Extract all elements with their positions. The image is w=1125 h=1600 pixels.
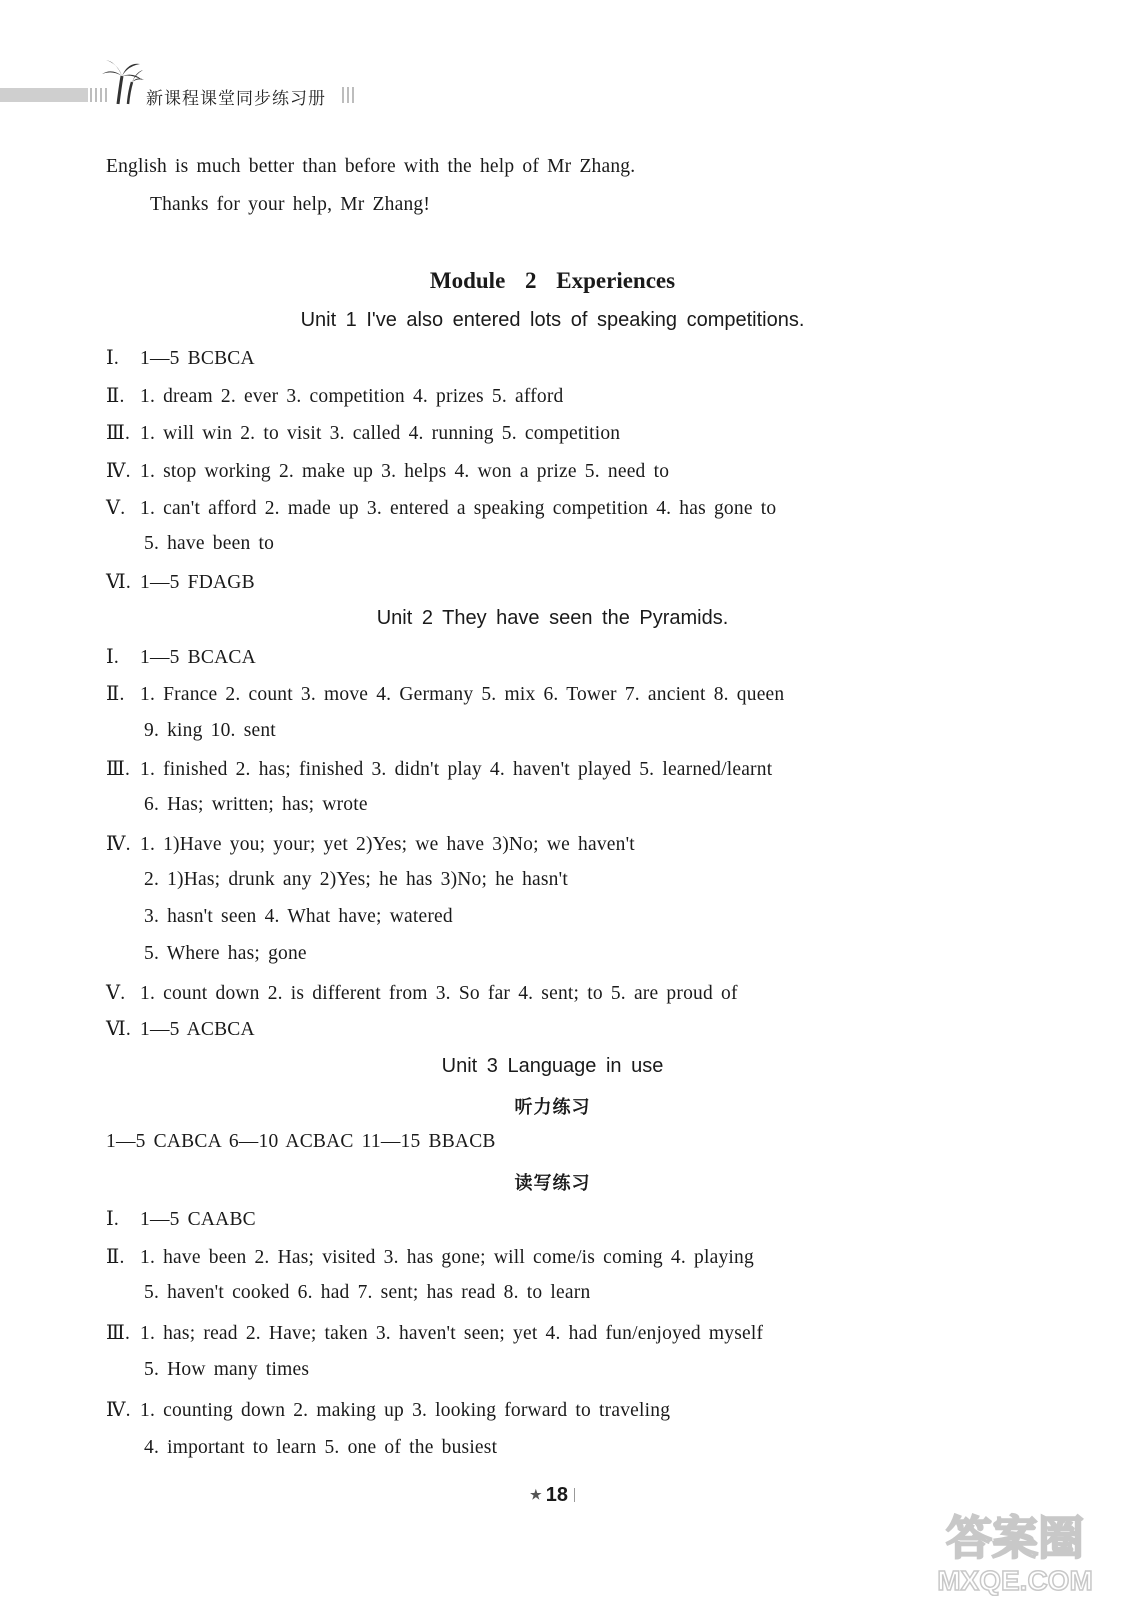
- page-number: 18: [545, 1484, 568, 1506]
- unit2-title: Unit 2 They have seen the Pyramids.: [376, 607, 729, 629]
- answer-line: [144, 906, 453, 928]
- roman-numeral: Ⅳ.: [106, 461, 131, 482]
- answer-text: 1—5 FDAGB: [140, 572, 255, 593]
- palm-tree-icon: [96, 58, 146, 108]
- roman-numeral: Ⅰ.: [106, 348, 119, 369]
- answer-line: [106, 384, 563, 408]
- answer-text: 5. have been to: [144, 533, 275, 554]
- answer-text: 1. has; read 2. Have; taken 3. haven't seen; yet 4. had fun/enjoyed myself: [140, 1323, 764, 1344]
- watermark-top-text: 答案圈: [946, 1511, 1084, 1565]
- roman-numeral: Ⅱ.: [106, 1247, 125, 1268]
- intro-line-2: Thanks for your help, Mr Zhang!: [150, 194, 431, 215]
- answer-text: 6. Has; written; has; wrote: [144, 794, 368, 815]
- answer-line: [106, 1207, 256, 1231]
- answer-text: 1. have been 2. Has; visited 3. has gone; will come/is coming 4. playing: [140, 1247, 754, 1268]
- header-end-bars: [342, 87, 354, 103]
- roman-numeral: Ⅱ.: [106, 684, 125, 705]
- answer-line: [106, 346, 255, 370]
- answer-line: [106, 832, 635, 856]
- roman-numeral: Ⅰ.: [106, 647, 119, 668]
- answer-text: 5. haven't cooked 6. had 7. sent; has read 8. to learn: [144, 1282, 591, 1303]
- answer-line: [144, 794, 368, 816]
- roman-numeral: Ⅲ.: [106, 423, 131, 444]
- reading-writing-heading: 读写练习: [514, 1173, 591, 1194]
- answer-text: 1. count down 2. is different from 3. So far 4. sent; to 5. are proud of: [140, 983, 738, 1004]
- listening-heading: 听力练习: [514, 1097, 591, 1118]
- answer-line: [144, 533, 274, 555]
- answer-text: 1. will win 2. to visit 3. called 4. running 5. competition: [140, 423, 621, 444]
- answer-text: 1. finished 2. has; finished 3. didn't play 4. haven't played 5. learned/learnt: [140, 759, 773, 780]
- answer-text: 1. counting down 2. making up 3. looking forward to traveling: [140, 1400, 671, 1421]
- roman-numeral: Ⅲ.: [106, 759, 131, 780]
- answer-text: 5. Where has; gone: [144, 943, 307, 964]
- roman-numeral: Ⅰ.: [106, 1209, 119, 1230]
- answer-line: [144, 720, 276, 742]
- answer-line: [106, 757, 772, 781]
- watermark-bottom-text: MXQE.COM: [937, 1565, 1093, 1596]
- answer-text: 5. How many times: [144, 1359, 310, 1380]
- answer-text: 1. France 2. count 3. move 4. Germany 5. mix 6. Tower 7. ancient 8. queen: [140, 684, 785, 705]
- answer-line: [106, 496, 776, 520]
- answer-line: [106, 570, 255, 594]
- roman-numeral: Ⅱ.: [106, 386, 125, 407]
- roman-numeral: Ⅳ.: [106, 1400, 131, 1421]
- answer-text: 3. hasn't seen 4. What have; watered: [144, 906, 453, 927]
- answer-line: [106, 1017, 255, 1041]
- answer-line: [106, 1321, 763, 1345]
- answer-text: 2. 1)Has; drunk any 2)Yes; he has 3)No; he hasn't: [144, 869, 568, 890]
- answer-line: [106, 682, 784, 706]
- answer-line: [106, 1245, 754, 1269]
- intro-line-1: English is much better than before with the help of Mr Zhang.: [106, 156, 636, 177]
- header-gray-bar: [0, 88, 88, 102]
- listening-answers: 1—5 CABCA 6—10 ACBAC 11—15 BBACB: [106, 1131, 496, 1152]
- module-title: Module 2 Experiences: [429, 268, 676, 293]
- answer-text: 9. king 10. sent: [144, 720, 276, 741]
- answer-text: 1—5 ACBCA: [140, 1019, 255, 1040]
- roman-numeral: Ⅴ.: [106, 498, 126, 519]
- roman-numeral: Ⅵ.: [106, 1019, 131, 1040]
- answer-line: [144, 1437, 497, 1459]
- watermark-logo: [920, 1498, 1110, 1596]
- answer-text: 1. can't afford 2. made up 3. entered a speaking competition 4. has gone to: [140, 498, 777, 519]
- roman-numeral: Ⅲ.: [106, 1323, 131, 1344]
- answer-text: 4. important to learn 5. one of the busiest: [144, 1437, 498, 1458]
- unit1-title: Unit 1 I've also entered lots of speaking competitions.: [300, 309, 805, 331]
- footer-divider: [574, 1488, 575, 1502]
- answer-text: 1. 1)Have you; your; yet 2)Yes; we have 3)No; we haven't: [140, 834, 635, 855]
- answer-text: 1—5 BCBCA: [140, 348, 255, 369]
- answer-text: 1—5 CAABC: [140, 1209, 256, 1230]
- page-header: [0, 58, 520, 118]
- answer-line: [144, 869, 568, 891]
- answer-text: 1. dream 2. ever 3. competition 4. prizes 5. afford: [140, 386, 564, 407]
- answer-line: [144, 1359, 309, 1381]
- roman-numeral: Ⅵ.: [106, 572, 131, 593]
- answer-line: [106, 421, 620, 445]
- answer-text: 1—5 BCACA: [140, 647, 256, 668]
- star-icon: ★: [530, 1487, 542, 1502]
- roman-numeral: Ⅳ.: [106, 834, 131, 855]
- answer-line: [144, 1282, 590, 1304]
- answer-line: [106, 645, 256, 669]
- roman-numeral: Ⅴ.: [106, 983, 126, 1004]
- answer-line: [144, 943, 307, 965]
- answer-line: [106, 459, 669, 483]
- unit3-title: Unit 3 Language in use: [441, 1055, 664, 1077]
- answer-text: 1. stop working 2. make up 3. helps 4. won a prize 5. need to: [140, 461, 670, 482]
- book-title: 新课程课堂同步练习册: [146, 89, 326, 109]
- answer-line: [106, 1398, 670, 1422]
- answer-line: [106, 981, 738, 1005]
